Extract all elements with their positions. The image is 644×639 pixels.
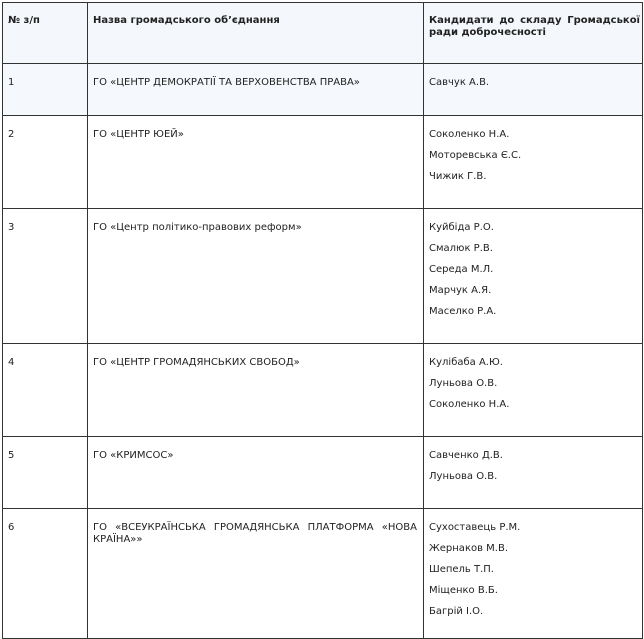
header-candidates	[424, 3, 643, 64]
candidate-name: Соколенко Н.А.	[429, 129, 510, 140]
row-number-cell	[3, 116, 88, 209]
row-number: 3	[8, 222, 15, 233]
candidate-name: Жернаков М.В.	[429, 543, 509, 554]
candidate-name: Смалюк Р.В.	[429, 243, 493, 254]
organization-name: ГО «ЦЕНТР ГРОМАДЯНСЬКИХ СВОБОД»	[93, 357, 300, 368]
header-number-label: № з/п	[8, 15, 40, 26]
table-header-row	[3, 3, 643, 64]
candidate-name: Сухоставець Р.М.	[429, 522, 521, 533]
row-number: 2	[8, 129, 15, 140]
table-row	[3, 209, 643, 344]
candidate-name: Савченко Д.В.	[429, 450, 503, 461]
header-organization	[88, 3, 424, 64]
candidate-name: Багрій І.О.	[429, 606, 484, 617]
candidate-name: Моторевська Є.С.	[429, 150, 522, 161]
row-number-cell	[3, 344, 88, 437]
organization-cell	[88, 116, 424, 209]
candidate-name: Луньова О.В.	[429, 471, 498, 482]
header-organization-label: Назва громадського об’єднання	[93, 15, 280, 26]
row-number: 1	[8, 77, 15, 88]
table-row	[3, 437, 643, 509]
organizations-table	[2, 2, 643, 639]
header-candidates-label: Кандидати до складу Громадської ради доброчесності	[429, 15, 640, 38]
candidates-cell	[424, 509, 643, 639]
table-row	[3, 344, 643, 437]
organization-name: ГО «Центр політико-правових реформ»	[93, 222, 302, 233]
row-number-cell	[3, 437, 88, 509]
organization-cell	[88, 344, 424, 437]
candidates-cell	[424, 437, 643, 509]
header-number	[3, 3, 88, 64]
candidate-name: Савчук А.В.	[429, 77, 490, 88]
table-row	[3, 64, 643, 116]
candidate-name: Кулібаба А.Ю.	[429, 357, 503, 368]
organization-name: ГО «ВСЕУКРАЇНСЬКА ГРОМАДЯНСЬКА ПЛАТФОРМА «НОВА КРАЇНА»»	[93, 522, 417, 545]
table-row	[3, 116, 643, 209]
row-number-cell	[3, 509, 88, 639]
candidate-name: Марчук А.Я.	[429, 285, 492, 296]
organization-cell	[88, 64, 424, 116]
candidate-name: Луньова О.В.	[429, 378, 498, 389]
candidate-name: Соколенко Н.А.	[429, 399, 510, 410]
candidates-cell	[424, 209, 643, 344]
candidate-name: Чижик Г.В.	[429, 171, 487, 182]
candidate-name: Маселко Р.А.	[429, 306, 497, 317]
candidate-name: Міщенко В.Б.	[429, 585, 498, 596]
row-number-cell	[3, 64, 88, 116]
candidates-cell	[424, 116, 643, 209]
candidates-cell	[424, 64, 643, 116]
row-number: 4	[8, 357, 15, 368]
candidate-name: Середа М.Л.	[429, 264, 494, 275]
candidates-cell	[424, 344, 643, 437]
organization-cell	[88, 437, 424, 509]
table-row	[3, 509, 643, 639]
candidate-name: Куйбіда Р.О.	[429, 222, 494, 233]
row-number: 5	[8, 450, 15, 461]
row-number: 6	[8, 522, 15, 533]
organization-name: ГО «ЦЕНТР ЮЕЙ»	[93, 129, 184, 140]
candidate-name: Шепель Т.П.	[429, 564, 494, 575]
organization-cell	[88, 209, 424, 344]
organization-cell	[88, 509, 424, 639]
organization-name: ГО «ЦЕНТР ДЕМОКРАТІЇ ТА ВЕРХОВЕНСТВА ПРАВА»	[93, 77, 360, 88]
organization-name: ГО «КРИМСОС»	[93, 450, 174, 461]
row-number-cell	[3, 209, 88, 344]
